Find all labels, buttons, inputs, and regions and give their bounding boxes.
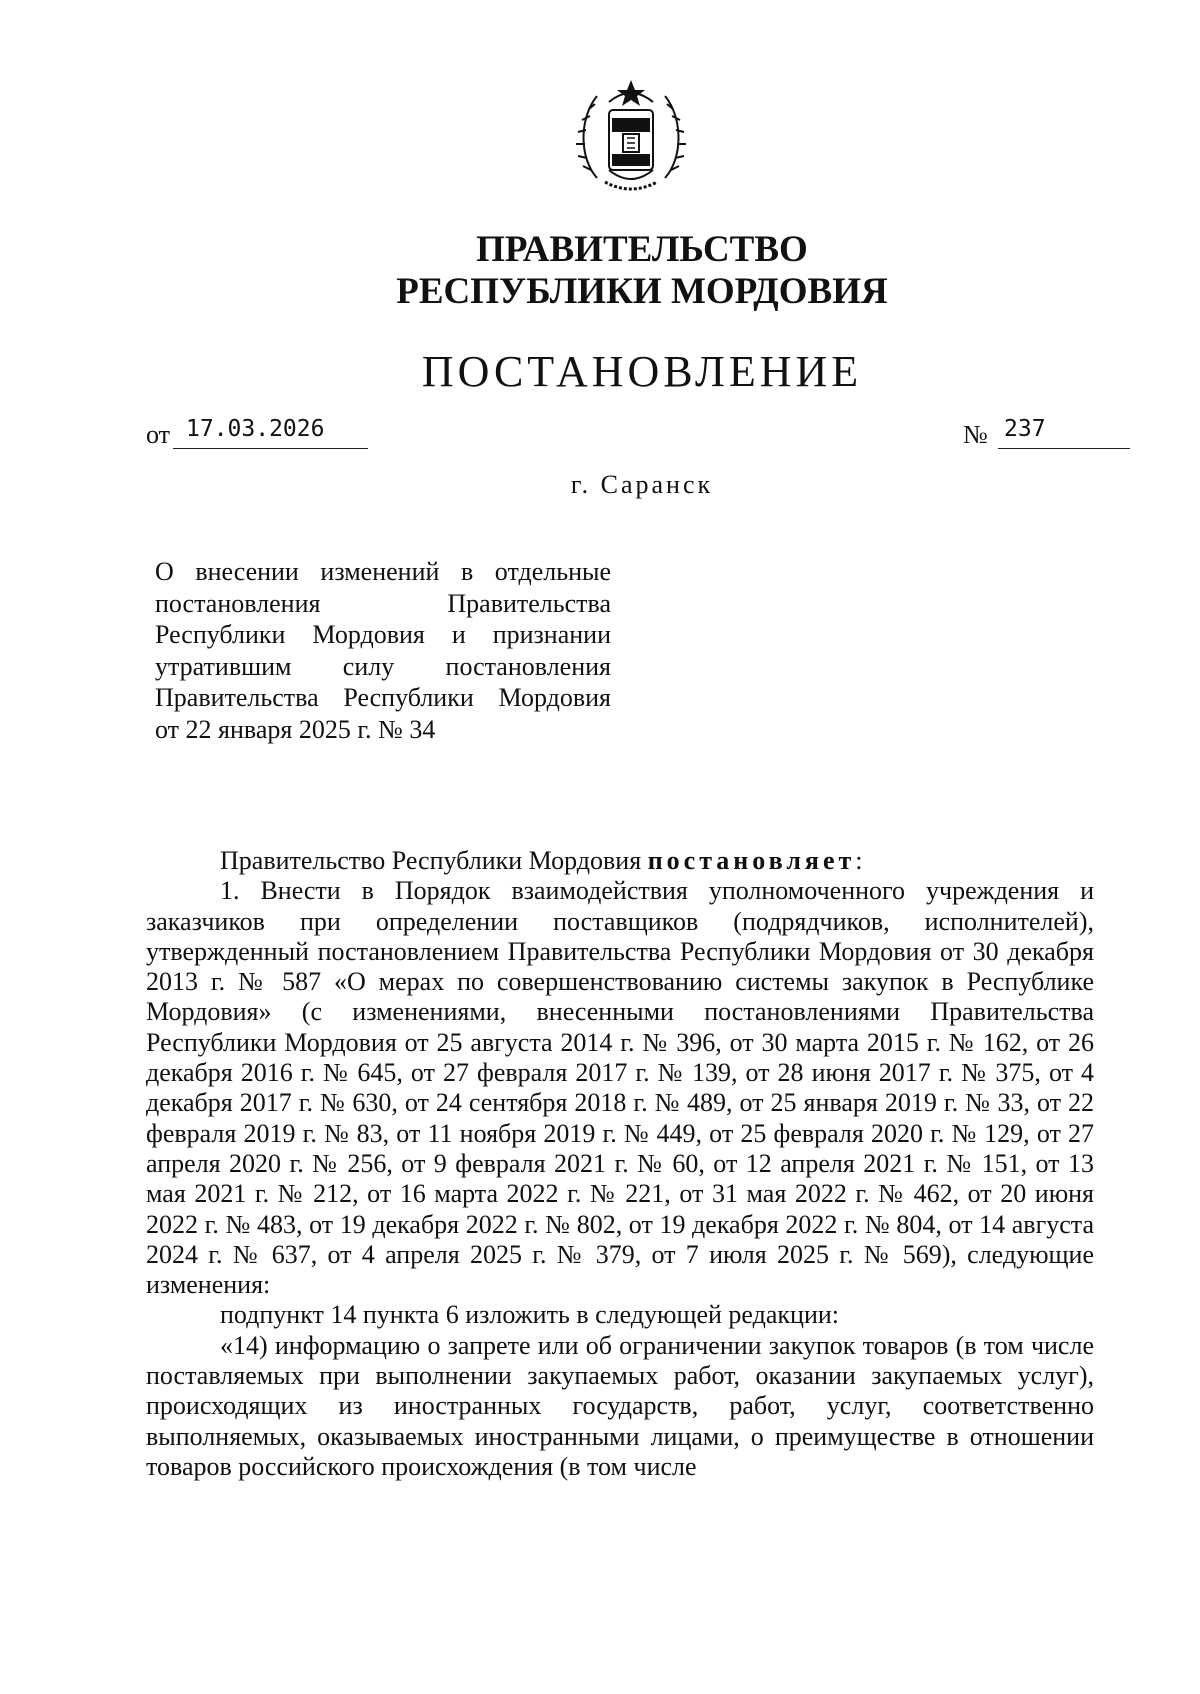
subject-line: Правительства Республики Мордовия [155, 683, 611, 712]
subject-line: от 22 января 2025 г. № 34 [155, 714, 436, 744]
date-prefix: от [146, 420, 171, 449]
document-subject [155, 556, 611, 745]
org-title-line2: РЕСПУБЛИКИ МОРДОВИЯ [396, 271, 888, 312]
subject-line: постановления Правительства [155, 588, 611, 618]
org-title-line1: ПРАВИТЕЛЬСТВО [476, 229, 808, 270]
subject-line: утратившим силу постановления [155, 651, 611, 681]
preamble [146, 846, 1094, 876]
preamble-colon: : [855, 846, 863, 875]
number-prefix: № [963, 420, 988, 449]
subject-line: Республики Мордовия и признании [155, 620, 611, 649]
document-date: 17.03.2026 [186, 416, 325, 442]
document-body [146, 846, 1094, 1482]
coat-of-arms-emblem [575, 78, 687, 194]
subitem: подпункт 14 пункта 6 изложить в следующей редакции: [220, 1300, 839, 1330]
document-number: 237 [1004, 416, 1046, 442]
preamble-text: Правительство Республики Мордовия [220, 846, 648, 875]
quoted-text: «14) информацию о запрете или об ограничении закупок товаров (в том числе поставляемых при выполнении закупаемых работ, оказании закупаемых услуг), происходящих из иностранных государств, работ, услуг, соответственно выполняемых, оказываемых иностранными лицами, о преимуществе в отношении товаров российского происхождения (в том числе [146, 1330, 1094, 1481]
item-1: 1. Внести в Порядок взаимодействия уполномоченного учреждения и заказчиков при определении поставщиков (подрядчиков, исполнителей), утвержденный постановлением Правительства Республики Мордовия от 30 декабря 2013 г. № 587 «О мерах по совершенствованию системы закупок в Республике Мордовия» (с изменениями, внесенными постановлениями Правительства Республики Мордовия от 25 августа 2014 г. № 396, от 30 марта 2015 г. № 162, от 26 декабря 2016 г. № 645, от 27 февраля 2017 г. № 139, от 28 июня 2017 г. № 375, от 4 декабря 2017 г. № 630, от 24 сентября 2018 г. № 489, от 25 января 2019 г. № 33, от 22 февраля 2019 г. № 83, от 11 ноября 2019 г. № 449, от 25 февраля 2020 г. № 129, от 27 апреля 2020 г. № 256, от 9 февраля 2021 г. № 60, от 12 апреля 2021 г. № 151, от 13 мая 2021 г. № 212, от 16 марта 2022 г. № 221, от 31 мая 2022 г. № 462, от 20 июня 2022 г. № 483, от 19 декабря 2022 г. № 802, от 19 декабря 2022 г. № 804, от 14 августа 2024 г. № 637, от 4 апреля 2025 г. № 379, от 7 июля 2025 г. № 569), следующие изменения: [146, 876, 1094, 1300]
city: г. Саранск [570, 470, 714, 499]
document-type: ПОСТАНОВЛЕНИЕ [421, 347, 863, 396]
preamble-keyword: постановляет [647, 846, 856, 875]
subject-line: О внесении изменений в отдельные [155, 557, 611, 586]
